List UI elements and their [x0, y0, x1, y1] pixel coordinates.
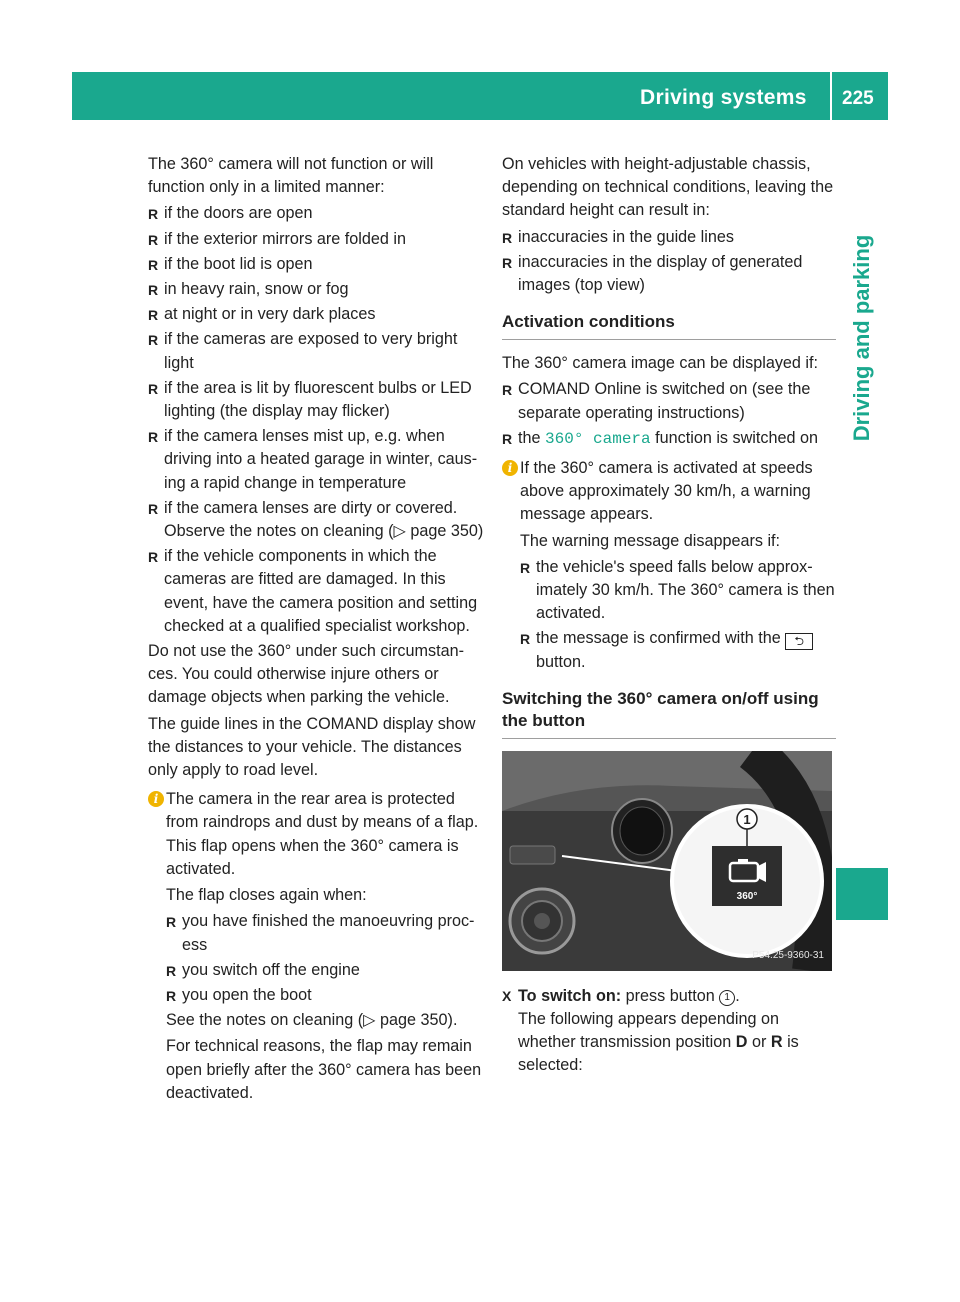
step-text: press button [625, 986, 715, 1005]
intro-text: The 360° camera will not function or will function only in a limited manner: [148, 155, 434, 197]
right-column [502, 153, 836, 1078]
figure-callout-number: 1 [743, 811, 751, 827]
list-item: R COMAND Online is switched on (see the separate operating instructions) [502, 378, 836, 424]
technical-note: For technical reasons, the flap may remain open briefly after the 360° camera has been deactivated. [166, 1037, 482, 1102]
activation-intro: The 360° camera image can be displayed if: [502, 354, 819, 373]
info-icon: i [148, 791, 164, 807]
list-item-text: button. [536, 652, 586, 671]
list-item: R you open the boot [166, 984, 484, 1007]
flap-closes-list [166, 910, 484, 1007]
list-item: R the vehicle's speed falls below approx-imately 30 km/h. The 360° camera is then activated. [520, 556, 836, 626]
limitations-list [148, 202, 484, 638]
callout-number-icon: 1 [719, 990, 735, 1006]
list-item: R at night or in very dark places [148, 303, 484, 326]
instruction-step [502, 985, 836, 1078]
switch-heading: Switching the 360° camera on/off using the button [502, 688, 836, 739]
list-item: R if the camera lenses are dirty or covered. Observe the notes on cleaning (▷ page 350) [148, 497, 484, 543]
header-divider [830, 72, 832, 120]
chassis-intro: On vehicles with height-adjustable chassis, depending on technical conditions, leaving the standard height can result in: [502, 155, 834, 220]
step-or-text: or [751, 1033, 767, 1052]
guide-lines-paragraph: The guide lines in the COMAND display show the distances to your vehicle. The distances only apply to road level. [148, 714, 476, 780]
figure-code: P54.25-9360-31 [752, 949, 824, 961]
list-item: R if the vehicle components in which the cameras are fitted are damaged. In this event, have the camera position and setting checked at a qualified specialist workshop. [148, 545, 484, 638]
list-item: R in heavy rain, snow or fog [148, 278, 484, 301]
dashboard-figure [502, 751, 832, 971]
activation-heading: Activation conditions [502, 311, 836, 340]
list-item-text: the [518, 428, 541, 447]
chapter-tab-label: Driving and parking [849, 234, 874, 442]
dashboard-illustration [502, 751, 832, 971]
chassis-list [502, 226, 836, 298]
info-icon: i [502, 460, 518, 476]
note-closes-text: The flap closes again when: [166, 886, 367, 905]
list-item: R if the area is lit by fluorescent bulbs or LED lighting (the display may flicker) [148, 377, 484, 423]
list-item: R you have finished the manoeuvring proc-ess [166, 910, 484, 956]
info-note [148, 788, 484, 1105]
gear-position-r: R [770, 1033, 783, 1052]
note-text: The camera in the rear area is protected from raindrops and dust by means of a flap. This flap opens when the 360° camera is activated. [166, 790, 479, 878]
list-item-text: the message is confirmed with the [536, 629, 781, 648]
step-follow-end: is selected: [518, 1033, 799, 1075]
list-item: R inaccuracies in the guide lines [502, 226, 836, 249]
page-section-title: Driving systems [640, 86, 807, 109]
list-item: R if the cameras are exposed to very bright light [148, 328, 484, 374]
note-disappears-text: The warning message disappears if: [520, 531, 781, 550]
warning-paragraph: Do not use the 360° under such circumstan-ces. You could otherwise injure others or damage objects when parking the vehicle. [148, 642, 465, 707]
gear-position-d: D [735, 1033, 748, 1052]
list-item: R inaccuracies in the display of generated images (top view) [502, 251, 836, 297]
step-follow-text: The following appears depending on whether transmission position [518, 1010, 779, 1052]
list-item: R if the camera lenses mist up, e.g. when driving into a heated garage in winter, caus-ing a rapid change in temperature [148, 425, 484, 495]
cleaning-reference: See the notes on cleaning (▷ page 350). [166, 1011, 458, 1030]
activation-list [502, 378, 836, 451]
warning-list [520, 556, 836, 674]
page-number: 225 [842, 88, 874, 109]
display-function-name: 360° camera [545, 429, 651, 448]
info-note [502, 457, 836, 674]
note-text: If the 360° camera is activated at speeds above approximately 30 km/h, a warning message appears. [520, 459, 813, 524]
back-button-icon: ⮌ [785, 633, 813, 650]
list-item: R you switch off the engine [166, 959, 484, 982]
list-item [502, 427, 836, 451]
left-column [148, 153, 484, 1108]
list-item: R if the boot lid is open [148, 253, 484, 276]
figure-button-label: 360° [736, 890, 758, 902]
list-item: R if the doors are open [148, 202, 484, 225]
list-item-text: function is switched on [655, 428, 819, 447]
chapter-marker [836, 868, 888, 920]
step-text-end: . [735, 986, 740, 1005]
list-item: R if the exterior mirrors are folded in [148, 228, 484, 251]
list-item [520, 627, 836, 673]
step-lead: To switch on: [518, 986, 622, 1005]
